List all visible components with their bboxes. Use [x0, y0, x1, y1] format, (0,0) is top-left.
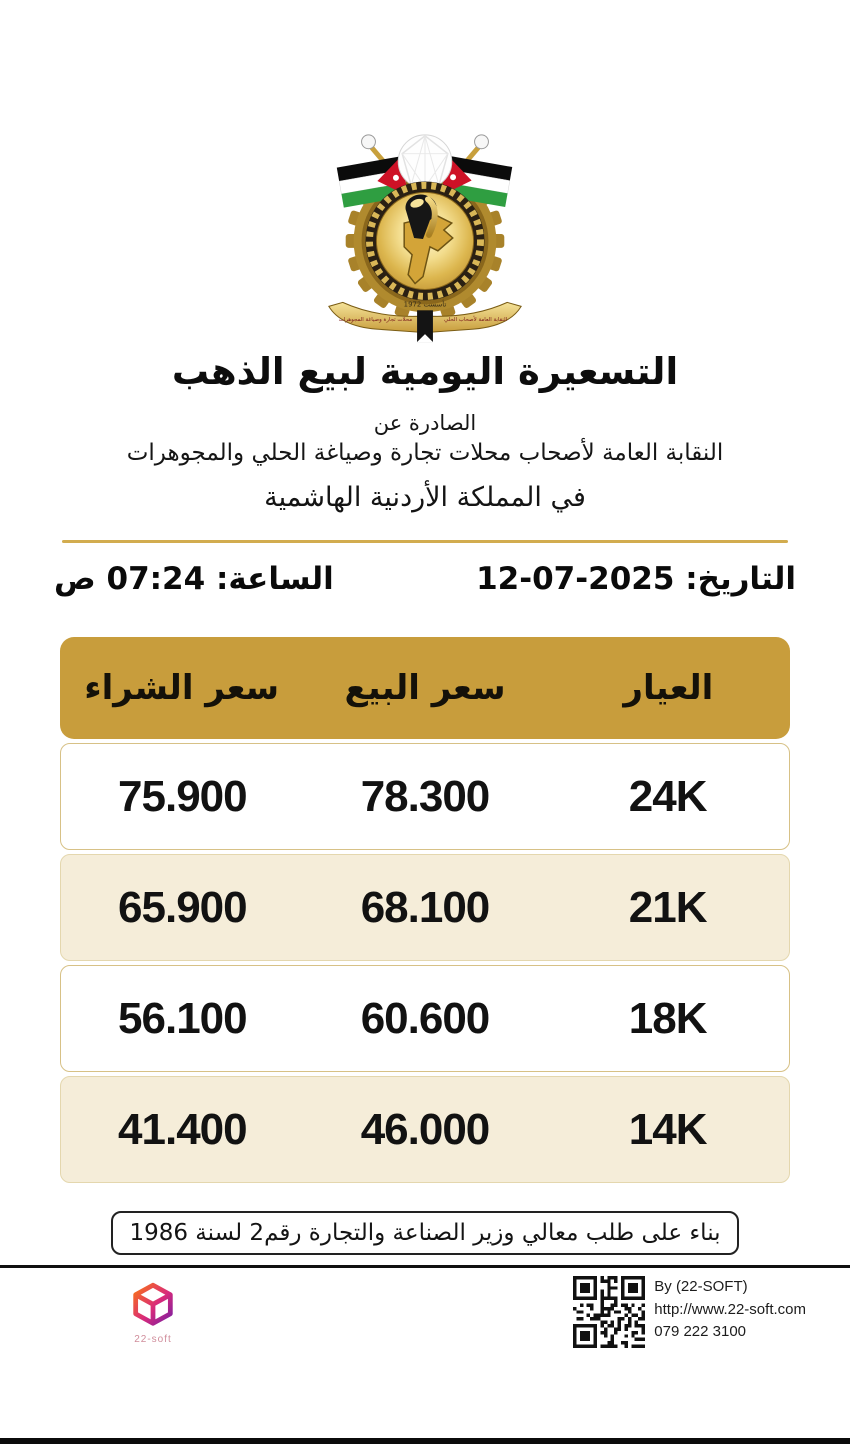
header-buy-price: سعر الشراء — [84, 668, 280, 708]
vendor-url: http://www.22-soft.com — [654, 1300, 806, 1318]
gold-price-table — [60, 637, 790, 1183]
vendor-credit: By (22-SOFT) — [654, 1278, 748, 1295]
cell-sell: 60.600 — [360, 993, 490, 1043]
cell-buy: 65.900 — [118, 882, 247, 932]
date-group — [476, 559, 796, 599]
cell-buy: 56.100 — [118, 993, 247, 1043]
syndicate-emblem-logo — [319, 118, 531, 346]
date-value: 12-07-2025 — [476, 561, 675, 597]
cell-karat: 21K — [628, 882, 707, 932]
page-title: التسعيرة اليومية لبيع الذهب — [171, 350, 679, 393]
time-label: الساعة: — [215, 561, 334, 597]
bottom-border-bar — [0, 1438, 850, 1444]
time-group — [54, 559, 334, 599]
table-row — [60, 854, 790, 961]
regulation-note: بناء على طلب معالي وزير الصناعة والتجارة رقم2 لسنة 1986 — [111, 1211, 738, 1255]
subtitle-syndicate-name: النقابة العامة لأصحاب محلات تجارة وصياغة الحلي والمجوهرات — [126, 440, 724, 466]
ribbon-left-text: محلات تجارة وصياغة المجوهرات — [338, 317, 413, 324]
table-header-row — [60, 637, 790, 739]
emblem-year: تأسست 1972 — [403, 300, 447, 309]
vendor-contact — [654, 1276, 806, 1344]
qr-code-icon — [573, 1276, 645, 1348]
cell-buy: 41.400 — [118, 1104, 247, 1154]
cell-sell: 46.000 — [360, 1104, 490, 1154]
date-label: التاريخ: — [685, 561, 796, 597]
cube-logo-icon — [127, 1280, 179, 1332]
footer — [0, 1265, 850, 1444]
header-sell-price: سعر البيع — [344, 668, 506, 708]
table-row — [60, 1076, 790, 1183]
table-body — [60, 743, 790, 1183]
header-karat: العيار — [623, 668, 714, 708]
datetime-row — [0, 559, 850, 599]
ribbon-right-text: النقابة العامة لأصحاب الحلي — [443, 317, 508, 324]
cell-karat: 24K — [628, 771, 707, 821]
cell-sell: 78.300 — [360, 771, 490, 821]
diamond-icon — [398, 135, 452, 189]
vendor-phone: 079 222 3100 — [654, 1323, 747, 1340]
subtitle-kingdom: في المملكة الأردنية الهاشمية — [264, 482, 586, 513]
table-row — [60, 743, 790, 850]
vendor-logo — [118, 1280, 188, 1345]
subtitle-issued-by: الصادرة عن — [373, 411, 477, 435]
table-row — [60, 965, 790, 1072]
time-suffix: ص — [54, 561, 96, 597]
qr-block — [573, 1276, 806, 1348]
cell-buy: 75.900 — [118, 771, 247, 821]
gold-divider — [62, 540, 788, 543]
cell-karat: 14K — [628, 1104, 707, 1154]
vendor-logo-text: 22-soft — [134, 1334, 172, 1345]
time-value: 07:24 — [106, 561, 206, 597]
cell-karat: 18K — [628, 993, 707, 1043]
cell-sell: 68.100 — [360, 882, 490, 932]
note-wrap — [0, 1211, 850, 1255]
